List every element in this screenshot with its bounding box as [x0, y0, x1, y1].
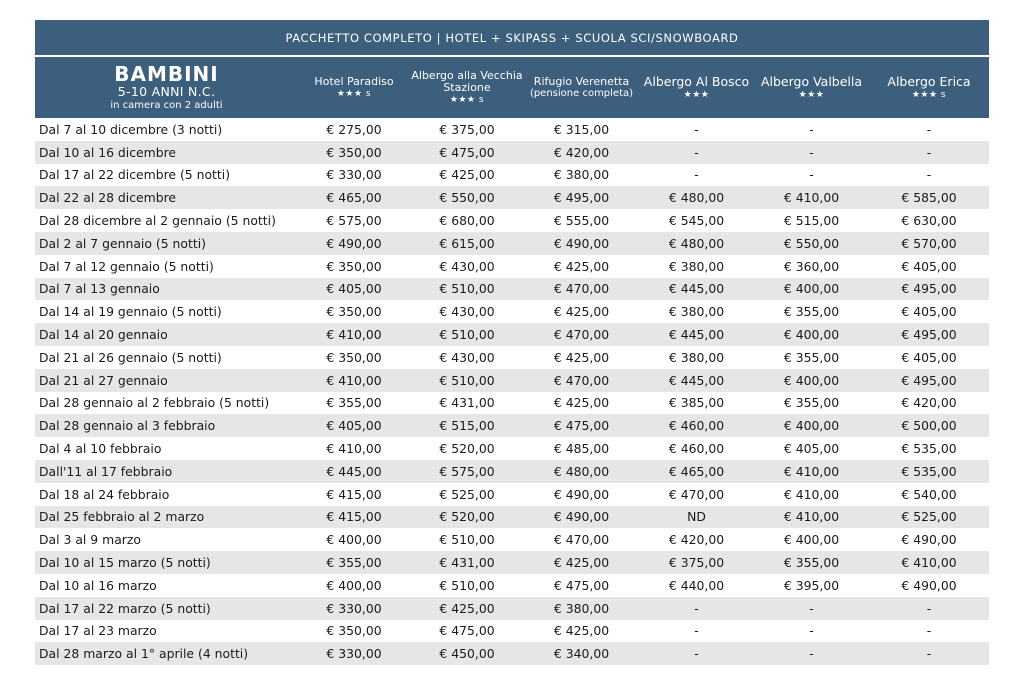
table-row [35, 164, 989, 187]
price-cell: € 575,00 [410, 460, 524, 483]
column-name: Rifugio Verenetta [533, 74, 630, 88]
price-cell: € 510,00 [410, 574, 524, 597]
period-cell: Dal 17 al 23 marzo [35, 620, 298, 643]
price-cell: € 520,00 [410, 506, 524, 529]
price-cell: € 410,00 [298, 369, 410, 392]
price-cell: € 380,00 [639, 346, 754, 369]
price-cell: € 350,00 [298, 300, 410, 323]
price-cell: € 425,00 [410, 597, 524, 620]
price-cell: € 445,00 [298, 460, 410, 483]
price-cell: € 315,00 [524, 118, 639, 141]
price-cell: € 515,00 [754, 209, 869, 232]
stars-rating: ★★★ [798, 89, 825, 100]
price-cell: € 415,00 [298, 506, 410, 529]
price-cell: € 430,00 [410, 300, 524, 323]
price-cell: € 680,00 [410, 209, 524, 232]
price-cell: € 355,00 [298, 392, 410, 415]
price-cell: € 410,00 [754, 483, 869, 506]
price-cell: - [639, 141, 754, 164]
category-age: 5-10 ANNI N.C. [117, 84, 216, 100]
price-cell: € 420,00 [639, 528, 754, 551]
column-name: Albergo Valbella [760, 73, 863, 89]
price-cell: € 350,00 [298, 255, 410, 278]
table-row [35, 551, 989, 574]
period-cell: Dal 21 al 27 gennaio [35, 369, 298, 392]
price-cell: € 410,00 [754, 186, 869, 209]
stars-rating: ★★★ s [911, 89, 947, 100]
price-cell: € 400,00 [298, 574, 410, 597]
price-cell: € 470,00 [524, 278, 639, 301]
stars-rating: ★★★ [683, 89, 710, 100]
price-cell: € 550,00 [410, 186, 524, 209]
price-cell: € 415,00 [298, 483, 410, 506]
period-cell: Dal 18 al 24 febbraio [35, 483, 298, 506]
price-cell: € 490,00 [298, 232, 410, 255]
period-cell: Dall'11 al 17 febbraio [35, 460, 298, 483]
column-name: Albergo alla Vecchia Stazione [411, 68, 523, 94]
period-cell: Dal 7 al 10 dicembre (3 notti) [35, 118, 298, 141]
price-cell: € 510,00 [410, 323, 524, 346]
price-cell: € 425,00 [410, 164, 524, 187]
price-cell: € 355,00 [754, 300, 869, 323]
table-row [35, 574, 989, 597]
price-cell: € 495,00 [869, 323, 989, 346]
price-cell: € 485,00 [524, 437, 639, 460]
price-cell: € 400,00 [754, 323, 869, 346]
price-cell: € 440,00 [639, 574, 754, 597]
price-cell: € 500,00 [869, 414, 989, 437]
period-cell: Dal 4 al 10 febbraio [35, 437, 298, 460]
price-cell: € 350,00 [298, 620, 410, 643]
price-cell: € 490,00 [869, 574, 989, 597]
price-cell: € 490,00 [869, 528, 989, 551]
table-row [35, 642, 989, 665]
price-cell: € 465,00 [639, 460, 754, 483]
price-cell: € 425,00 [524, 346, 639, 369]
column-header-hotel-paradiso [298, 76, 410, 99]
table-row [35, 620, 989, 643]
period-cell: Dal 3 al 9 marzo [35, 528, 298, 551]
price-cell: € 405,00 [298, 278, 410, 301]
price-cell: € 525,00 [869, 506, 989, 529]
price-cell: € 480,00 [639, 232, 754, 255]
price-cell: € 495,00 [869, 369, 989, 392]
price-cell: € 410,00 [298, 437, 410, 460]
price-cell: - [754, 141, 869, 164]
price-cell: € 510,00 [410, 528, 524, 551]
price-cell: € 375,00 [410, 118, 524, 141]
price-cell: - [869, 164, 989, 187]
period-cell: Dal 7 al 12 gennaio (5 notti) [35, 255, 298, 278]
table-row [35, 278, 989, 301]
price-table [35, 118, 989, 665]
price-cell: € 350,00 [298, 141, 410, 164]
table-row [35, 118, 989, 141]
period-cell: Dal 14 al 19 gennaio (5 notti) [35, 300, 298, 323]
price-cell: € 550,00 [754, 232, 869, 255]
stars-rating: ★★★ s [449, 95, 485, 106]
table-row [35, 369, 989, 392]
price-cell: ND [639, 506, 754, 529]
price-cell: € 431,00 [410, 392, 524, 415]
price-cell: € 410,00 [754, 460, 869, 483]
price-cell: € 545,00 [639, 209, 754, 232]
price-cell: € 450,00 [410, 642, 524, 665]
price-cell: € 340,00 [524, 642, 639, 665]
price-cell: € 430,00 [410, 255, 524, 278]
price-cell: - [869, 141, 989, 164]
column-header-vecchia-stazione [410, 70, 524, 106]
price-cell: € 470,00 [524, 369, 639, 392]
price-cell: - [639, 597, 754, 620]
table-row [35, 483, 989, 506]
price-cell: - [869, 620, 989, 643]
column-subtitle: (pensione completa) [529, 88, 634, 100]
period-cell: Dal 25 febbraio al 2 marzo [35, 506, 298, 529]
price-cell: € 470,00 [524, 528, 639, 551]
price-cell: € 525,00 [410, 483, 524, 506]
column-name: Hotel Paradiso [314, 74, 394, 88]
table-row [35, 300, 989, 323]
category-note: in camera con 2 adulti [110, 99, 223, 111]
price-cell: € 380,00 [524, 597, 639, 620]
price-cell: € 330,00 [298, 164, 410, 187]
period-cell: Dal 21 al 26 gennaio (5 notti) [35, 346, 298, 369]
price-cell: € 630,00 [869, 209, 989, 232]
price-cell: - [754, 164, 869, 187]
price-cell: € 490,00 [524, 232, 639, 255]
price-cell: € 405,00 [869, 346, 989, 369]
table-row [35, 141, 989, 164]
price-cell: € 425,00 [524, 620, 639, 643]
price-cell: € 355,00 [754, 551, 869, 574]
period-cell: Dal 14 al 20 gennaio [35, 323, 298, 346]
price-cell: € 425,00 [524, 551, 639, 574]
price-cell: € 400,00 [754, 369, 869, 392]
stars-rating: ★★★ s [336, 89, 372, 100]
price-cell: € 555,00 [524, 209, 639, 232]
price-cell: € 540,00 [869, 483, 989, 506]
price-cell: € 380,00 [639, 300, 754, 323]
price-cell: € 430,00 [410, 346, 524, 369]
table-row [35, 255, 989, 278]
price-cell: € 495,00 [524, 186, 639, 209]
period-cell: Dal 28 marzo al 1° aprile (4 notti) [35, 642, 298, 665]
category-header [35, 64, 298, 111]
price-cell: € 410,00 [754, 506, 869, 529]
price-cell: € 460,00 [639, 437, 754, 460]
price-cell: € 475,00 [524, 574, 639, 597]
price-cell: € 360,00 [754, 255, 869, 278]
price-cell: € 425,00 [524, 392, 639, 415]
price-cell: € 585,00 [869, 186, 989, 209]
price-cell: € 355,00 [754, 392, 869, 415]
price-cell: € 510,00 [410, 278, 524, 301]
price-cell: € 445,00 [639, 278, 754, 301]
period-cell: Dal 28 gennaio al 3 febbraio [35, 414, 298, 437]
table-row [35, 437, 989, 460]
price-cell: € 375,00 [639, 551, 754, 574]
price-cell: € 410,00 [869, 551, 989, 574]
price-cell: € 480,00 [524, 460, 639, 483]
table-row [35, 346, 989, 369]
price-cell: - [639, 118, 754, 141]
price-cell: € 475,00 [410, 141, 524, 164]
price-cell: € 480,00 [639, 186, 754, 209]
price-cell: € 520,00 [410, 437, 524, 460]
column-header-rifugio-verenetta [524, 76, 639, 100]
price-cell: € 420,00 [869, 392, 989, 415]
price-cell: € 420,00 [524, 141, 639, 164]
price-cell: € 460,00 [639, 414, 754, 437]
price-cell: - [754, 620, 869, 643]
price-cell: € 330,00 [298, 597, 410, 620]
column-name: Albergo Al Bosco [643, 73, 750, 89]
price-cell: € 405,00 [754, 437, 869, 460]
table-row [35, 506, 989, 529]
price-table-body [35, 118, 989, 665]
price-cell: € 385,00 [639, 392, 754, 415]
price-cell: € 350,00 [298, 346, 410, 369]
period-cell: Dal 22 al 28 dicembre [35, 186, 298, 209]
table-row [35, 597, 989, 620]
table-row [35, 392, 989, 415]
period-cell: Dal 10 al 16 marzo [35, 574, 298, 597]
column-name: Albergo Erica [887, 73, 971, 89]
price-cell: € 395,00 [754, 574, 869, 597]
price-cell: € 405,00 [298, 414, 410, 437]
price-cell: € 431,00 [410, 551, 524, 574]
table-row [35, 232, 989, 255]
price-cell: € 355,00 [298, 551, 410, 574]
period-cell: Dal 10 al 15 marzo (5 notti) [35, 551, 298, 574]
price-cell: € 400,00 [754, 528, 869, 551]
price-cell: € 275,00 [298, 118, 410, 141]
price-cell: € 425,00 [524, 255, 639, 278]
price-cell: € 400,00 [754, 278, 869, 301]
price-cell: - [639, 164, 754, 187]
column-header-al-bosco [639, 75, 754, 100]
price-cell: € 405,00 [869, 255, 989, 278]
price-cell: € 490,00 [524, 483, 639, 506]
table-row [35, 209, 989, 232]
price-table-container [35, 20, 989, 665]
price-cell: - [639, 620, 754, 643]
price-cell: € 470,00 [639, 483, 754, 506]
price-cell: - [869, 597, 989, 620]
period-cell: Dal 10 al 16 dicembre [35, 141, 298, 164]
price-cell: € 445,00 [639, 369, 754, 392]
price-cell: € 355,00 [754, 346, 869, 369]
period-cell: Dal 28 gennaio al 2 febbraio (5 notti) [35, 392, 298, 415]
table-row [35, 186, 989, 209]
price-cell: - [754, 642, 869, 665]
price-cell: € 425,00 [524, 300, 639, 323]
price-cell: € 490,00 [524, 506, 639, 529]
price-cell: € 495,00 [869, 278, 989, 301]
period-cell: Dal 17 al 22 dicembre (5 notti) [35, 164, 298, 187]
table-row [35, 414, 989, 437]
price-cell: € 570,00 [869, 232, 989, 255]
price-cell: € 575,00 [298, 209, 410, 232]
price-cell: - [754, 597, 869, 620]
price-cell: - [754, 118, 869, 141]
column-header-erica [869, 75, 989, 100]
price-cell: € 465,00 [298, 186, 410, 209]
price-cell: € 475,00 [524, 414, 639, 437]
price-cell: € 515,00 [410, 414, 524, 437]
package-banner: PACCHETTO COMPLETO | HOTEL + SKIPASS + SCUOLA SCI/SNOWBOARD [35, 20, 989, 57]
price-cell: € 475,00 [410, 620, 524, 643]
price-cell: € 615,00 [410, 232, 524, 255]
column-header-valbella [754, 75, 869, 100]
price-cell: € 400,00 [298, 528, 410, 551]
price-cell: - [869, 642, 989, 665]
table-header [35, 57, 989, 118]
price-cell: € 380,00 [639, 255, 754, 278]
table-row [35, 460, 989, 483]
price-cell: € 535,00 [869, 437, 989, 460]
price-cell: € 400,00 [754, 414, 869, 437]
price-cell: € 445,00 [639, 323, 754, 346]
period-cell: Dal 7 al 13 gennaio [35, 278, 298, 301]
price-cell: € 510,00 [410, 369, 524, 392]
price-cell: € 410,00 [298, 323, 410, 346]
period-cell: Dal 17 al 22 marzo (5 notti) [35, 597, 298, 620]
price-cell: € 535,00 [869, 460, 989, 483]
category-title: BAMBINI [114, 62, 219, 87]
price-cell: € 405,00 [869, 300, 989, 323]
price-cell: - [869, 118, 989, 141]
period-cell: Dal 28 dicembre al 2 gennaio (5 notti) [35, 209, 298, 232]
period-cell: Dal 2 al 7 gennaio (5 notti) [35, 232, 298, 255]
price-cell: € 470,00 [524, 323, 639, 346]
table-row [35, 323, 989, 346]
price-cell: - [639, 642, 754, 665]
table-row [35, 528, 989, 551]
price-cell: € 330,00 [298, 642, 410, 665]
price-cell: € 380,00 [524, 164, 639, 187]
